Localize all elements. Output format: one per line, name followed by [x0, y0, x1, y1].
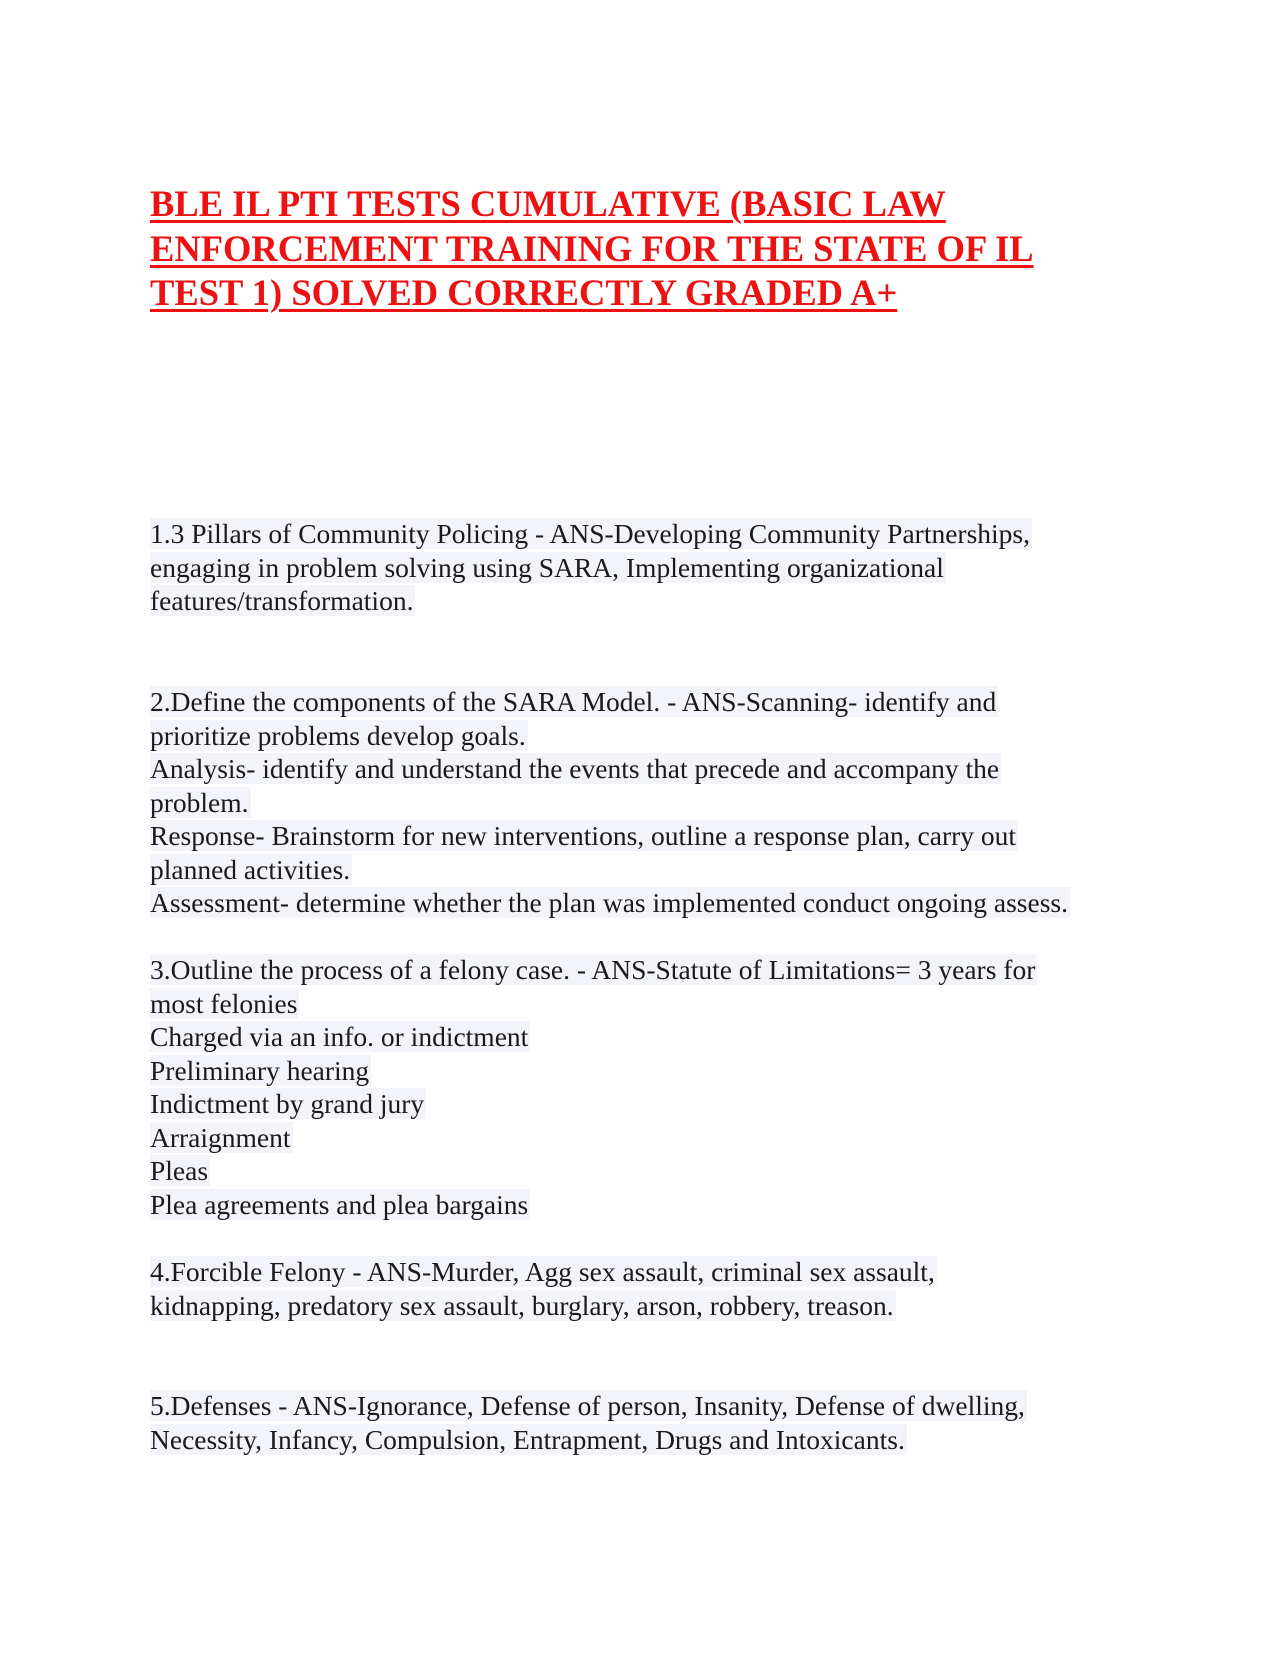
- question-3-line: Pleas: [150, 1155, 209, 1186]
- title-line: BLE IL PTI TESTS CUMULATIVE (BASIC LAW: [150, 183, 946, 224]
- question-2-line: Response- Brainstorm for new interventions, outline a response plan, carry out: [150, 820, 1017, 851]
- question-3-line: Arraignment: [150, 1121, 291, 1153]
- document-title: [150, 182, 1150, 316]
- question-3-line: Charged via an info. or indictment: [150, 1021, 529, 1052]
- question-2-line: 2.Define the components of the SARA Model. - ANS-Scanning- identify and: [150, 686, 997, 717]
- question-2-line: problem.: [150, 786, 249, 818]
- question-2-line: Analysis- identify and understand the events that precede and accompany the: [150, 753, 1000, 784]
- question-1-line: 1.3 Pillars of Community Policing - ANS-Developing Community Partnerships,: [150, 518, 1030, 549]
- question-2: [150, 685, 1150, 920]
- question-2-line: prioritize problems develop goals.: [150, 719, 526, 751]
- title-line: ENFORCEMENT TRAINING FOR THE STATE OF IL: [150, 227, 1034, 269]
- question-3-line: most felonies: [150, 987, 298, 1019]
- question-3: [150, 953, 1150, 1221]
- question-2-line: Assessment- determine whether the plan was implemented conduct ongoing assess.: [150, 887, 1068, 918]
- question-4: [150, 1255, 1150, 1322]
- question-2-line: planned activities.: [150, 853, 351, 885]
- question-1-line: features/transformation.: [150, 585, 414, 616]
- question-3-line: Indictment by grand jury: [150, 1088, 425, 1119]
- question-1-line: engaging in problem solving using SARA, Implementing organizational: [150, 551, 944, 583]
- question-4-line: 4.Forcible Felony - ANS-Murder, Agg sex assault, criminal sex assault,: [150, 1256, 935, 1287]
- question-5-line: 5.Defenses - ANS-Ignorance, Defense of person, Insanity, Defense of dwelling,: [150, 1390, 1025, 1421]
- title-line: TEST 1) SOLVED CORRECTLY GRADED A+: [150, 272, 898, 313]
- question-3-line: 3.Outline the process of a felony case. - ANS-Statute of Limitations= 3 years for: [150, 954, 1036, 985]
- question-3-line: Plea agreements and plea bargains: [150, 1188, 529, 1220]
- question-5: [150, 1389, 1150, 1456]
- question-5-line: Necessity, Infancy, Compulsion, Entrapment, Drugs and Intoxicants.: [150, 1423, 905, 1455]
- question-1: [150, 517, 1150, 618]
- question-3-line: Preliminary hearing: [150, 1054, 370, 1086]
- question-4-line: kidnapping, predatory sex assault, burglary, arson, robbery, treason.: [150, 1289, 894, 1321]
